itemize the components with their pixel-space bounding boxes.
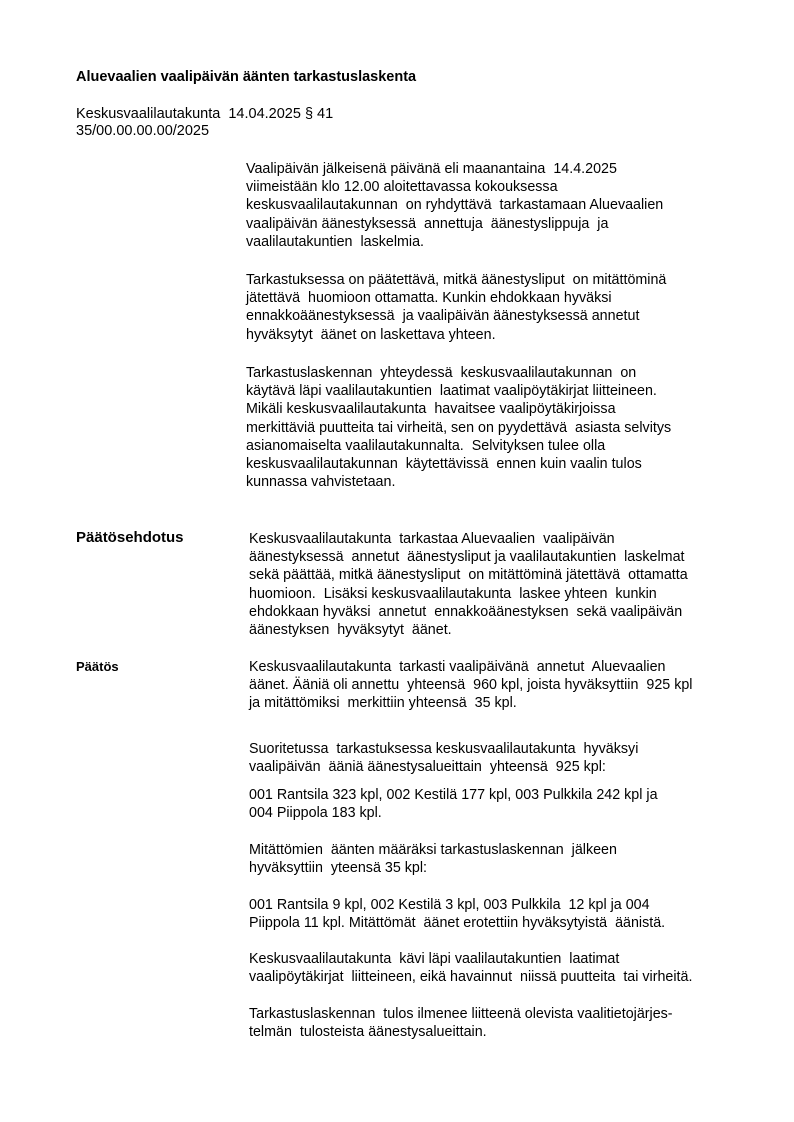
- text-line: vaalilautakuntien laskelmia.: [246, 233, 425, 250]
- case-number: 35/00.00.00.00/2025: [76, 123, 210, 139]
- decision-paragraph: [249, 841, 617, 877]
- text-line: Mikäli keskusvaalilautakunta havaitsee vaalipöytäkirjoissa: [246, 401, 616, 418]
- intro-paragraph: [246, 271, 666, 344]
- text-line: ennakkoäänestyksessä ja vaalipäivän äänestyksessä annetut: [246, 308, 640, 325]
- text-line: Tarkastuslaskennan tulos ilmenee liitteenä olevista vaalitietojärjes-: [249, 1006, 673, 1022]
- text-line: vaalipäivän äänestyksessä annettuja äänestyslippuja ja: [246, 215, 609, 232]
- decision-paragraph: [249, 658, 692, 713]
- text-line: kunnassa vahvistetaan.: [246, 474, 396, 491]
- decision-paragraph: [249, 896, 665, 932]
- decision-paragraph: [249, 950, 692, 986]
- decision-paragraph: [249, 786, 658, 822]
- text-line: Piippola 11 kpl. Mitättömät äänet erotettiin hyväksytyistä äänistä.: [249, 915, 666, 932]
- text-line: keskusvaalilautakunnan on ryhdyttävä tarkastamaan Aluevaalien: [246, 197, 664, 214]
- text-line: ja mitättömiksi merkittiin yhteensä 35 kpl.: [249, 695, 517, 712]
- text-line: äänestyksen hyväksytyt äänet.: [249, 621, 452, 638]
- meeting-info: [76, 106, 333, 140]
- text-line: telmän tulosteista äänestysalueittain.: [249, 1024, 487, 1041]
- text-line: käytävä läpi vaalilautakuntien laatimat vaalipöytäkirjat liitteineen.: [246, 383, 657, 400]
- text-line: Keskusvaalilautakunta tarkastaa Aluevaalien vaalipäivän: [249, 531, 615, 547]
- text-line: viimeistään klo 12.00 aloitettavassa kokouksessa: [246, 179, 558, 196]
- text-line: merkittäviä puutteita tai virheitä, sen on pyydettävä asiasta selvitys: [246, 419, 672, 436]
- text-line: Keskusvaalilautakunta kävi läpi vaalilautakuntien laatimat: [249, 951, 620, 967]
- text-line: Suoritetussa tarkastuksessa keskusvaalilautakunta hyväksyi: [249, 741, 639, 757]
- text-line: Keskusvaalilautakunta tarkasti vaalipäivänä annetut Aluevaalien: [249, 659, 666, 675]
- meeting-date-section: Keskusvaalilautakunta 14.04.2025 § 41: [76, 106, 334, 122]
- decision-paragraph: [249, 1005, 673, 1041]
- text-line: äänestyksessä annetut äänestysliput ja vaalilautakuntien laskelmat: [249, 549, 685, 566]
- text-line: jätettävä huomioon ottamatta. Kunkin ehdokkaan hyväksi: [246, 290, 612, 307]
- text-line: Tarkastuslaskennan yhteydessä keskusvaalilautakunnan on: [246, 365, 637, 381]
- text-line: 001 Rantsila 9 kpl, 002 Kestilä 3 kpl, 003 Pulkkila 12 kpl ja 004: [249, 897, 650, 913]
- text-line: Tarkastuksessa on päätettävä, mitkä äänestysliput on mitättöminä: [246, 272, 667, 288]
- text-line: äänet. Ääniä oli annettu yhteensä 960 kpl, joista hyväksyttiin 925 kpl: [249, 677, 693, 694]
- text-line: keskusvaalilautakunnan käytettävissä ennen kuin vaalin tulos: [246, 455, 642, 472]
- proposal-label: Päätösehdotus: [76, 529, 184, 546]
- text-line: hyväksytyt äänet on laskettava yhteen.: [246, 326, 496, 343]
- text-line: vaalipöytäkirjat liitteineen, eikä havainnut niissä puutteita tai virheitä.: [249, 969, 693, 986]
- text-line: ehdokkaan hyväksi annetut ennakkoäänestyksen sekä vaalipäivän: [249, 603, 683, 620]
- intro-paragraph: [246, 160, 663, 251]
- document-title: Aluevaalien vaalipäivän äänten tarkastuslaskenta: [76, 69, 417, 85]
- text-line: asianomaiselta vaalilautakunnalta. Selvityksen tulee olla: [246, 437, 606, 454]
- decision-paragraph: [249, 740, 638, 776]
- text-line: Mitättömien äänten määräksi tarkastuslaskennan jälkeen: [249, 842, 617, 858]
- text-line: sekä päättää, mitkä äänestysliput on mitättöminä jätettävä ottamatta: [249, 567, 688, 584]
- text-line: huomioon. Lisäksi keskusvaalilautakunta laskee yhteen kunkin: [249, 585, 657, 602]
- proposal-text: [249, 530, 688, 639]
- text-line: Vaalipäivän jälkeisenä päivänä eli maanantaina 14.4.2025: [246, 161, 617, 177]
- text-line: hyväksyttiin yteensä 35 kpl:: [249, 860, 428, 877]
- text-line: vaalipäivän ääniä äänestysalueittain yhteensä 925 kpl:: [249, 759, 606, 776]
- intro-paragraph: [246, 364, 671, 491]
- decision-label: Päätös: [76, 659, 119, 674]
- text-line: 004 Piippola 183 kpl.: [249, 805, 382, 822]
- text-line: 001 Rantsila 323 kpl, 002 Kestilä 177 kpl, 003 Pulkkila 242 kpl ja: [249, 787, 658, 803]
